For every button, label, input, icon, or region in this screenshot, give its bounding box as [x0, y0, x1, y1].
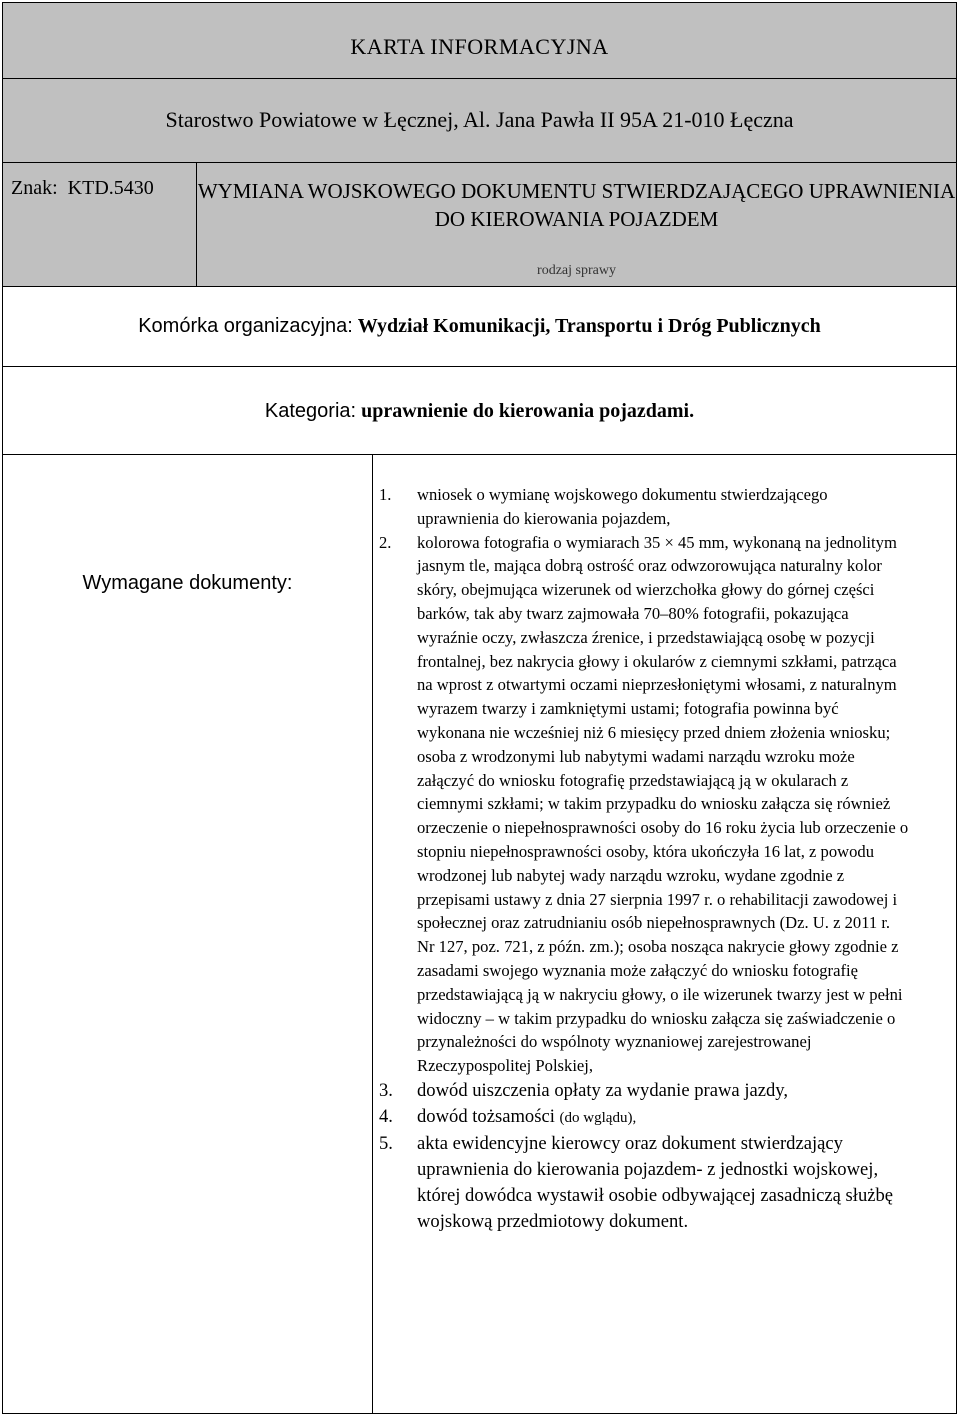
case-title: WYMIANA WOJSKOWEGO DOKUMENTU STWIERDZAJĄCEGO UPRAWNIENIA DO KIEROWANIA POJAZDEM — [197, 179, 956, 231]
office-row — [3, 79, 956, 163]
department-row — [3, 287, 956, 367]
list-item-text: wniosek o wymianę wojskowego dokumentu stwierdzającego uprawnienia do kierowania pojazdem, — [417, 485, 828, 528]
required-documents-list-cell — [373, 455, 956, 1413]
list-item — [379, 531, 909, 1078]
card-title: KARTA INFORMACYJNA — [350, 34, 609, 59]
case-type-cell — [197, 163, 956, 286]
case-code-value: KTD.5430 — [67, 177, 154, 199]
list-item-number: 4. — [379, 1105, 393, 1127]
case-code-cell — [3, 163, 197, 286]
category-row — [3, 367, 956, 455]
case-subtitle: rodzaj sprawy — [537, 263, 616, 278]
required-documents-label: Wymagane dokumenty: — [82, 572, 293, 594]
case-code-label: Znak: — [11, 177, 58, 199]
list-item-number: 1. — [379, 485, 392, 504]
list-item — [379, 1104, 909, 1131]
office-address: Starostwo Powiatowe w Łęcznej, Al. Jana Pawła II 95A 21-010 Łęczna — [165, 107, 794, 132]
list-item-text: kolorowa fotografia o wymiarach 35 × 45 mm, wykonaną na jednolitym jasnym tle, mająca dobrą ostrość oraz odwzorowująca naturalny kolor skóry, obejmująca wizerunek od wierzchołka głowy do górnej części barków, tak aby twarz zajmowała 70–80% fotografii, pokazująca wyraźnie oczy, zwłaszcza źrenice, i przedstawiającą osobę w pozycji frontalnej, bez nakrycia głowy i okularów z ciemnymi szkłami, patrząca na wprost z otwartymi oczami nieprzesłoniętymi włosami, z naturalnym wyrazem twarzy i zamkniętymi ustami; fotografia powinna być wykonana nie wcześniej niż 6 miesięcy przed dniem złożenia wniosku; osoba z wrodzonymi lub nabytymi wadami narządu wzroku może załączyć do wniosku fotografię przedstawiającą ją w okularach z ciemnymi szkłami; w takim przypadku do wniosku załącza się również orzeczenie o niepełnosprawności osoby do 16 roku życia lub orzeczenie o stopniu niepełnosprawności osoby, która ukończyła 16 lat, z powodu wrodzonej lub nabytej wady narządu wzroku, wydane zgodnie z przepisami ustawy z dnia 27 sierpnia 1997 r. o rehabilitacji zawodowej i społecznej oraz zatrudnianiu osób niepełnosprawnych (Dz. U. z 2011 r. Nr 127, poz. 721, z późn. zm.); osoba nosząca nakrycie głowy zgodnie z zasadami swojego wyznania może załączyć do wniosku fotografię przedstawiającą ją w nakryciu głowy, o ile wizerunek twarzy jest w pełni widoczny – w takim przypadku do wniosku załącza się zaświadczenie o przynależności do wspólnoty wyznaniowej zarejestrowanej Rzeczypospolitej Polskiej, — [417, 532, 909, 1076]
case-row — [3, 163, 956, 287]
required-documents-list — [379, 483, 909, 1235]
information-card — [2, 2, 957, 1414]
list-item — [379, 483, 909, 531]
category-label: Kategoria: — [264, 400, 357, 422]
department — [3, 315, 956, 338]
list-item-number: 5. — [379, 1132, 393, 1154]
list-item-note: (do wglądu), — [559, 1109, 637, 1126]
list-item-number: 2. — [379, 532, 392, 552]
required-documents-row — [3, 455, 956, 1413]
department-label: Komórka organizacyjna: — [138, 315, 353, 337]
required-documents-label-cell — [3, 455, 373, 1413]
list-item — [379, 1078, 909, 1104]
list-item-text: akta ewidencyjne kierowcy oraz dokument stwierdzający uprawnienia do kierowania pojazdem- z jednostki wojskowej, której dowódca wystawił osobie odbywającej zasadniczą służbę wojskową przedmiotowy dokument. — [417, 1132, 894, 1232]
category-value: uprawnienie do kierowania pojazdami. — [361, 400, 695, 422]
card-title-row — [3, 3, 956, 79]
list-item-number: 3. — [379, 1079, 393, 1101]
list-item — [379, 1131, 909, 1235]
department-value: Wydział Komunikacji, Transportu i Dróg Publicznych — [357, 315, 821, 337]
list-item-text: dowód uiszczenia opłaty za wydanie prawa jazdy, — [417, 1079, 789, 1101]
case-code — [11, 177, 154, 200]
list-item-text: dowód tożsamości — [417, 1105, 555, 1127]
category — [3, 400, 956, 423]
